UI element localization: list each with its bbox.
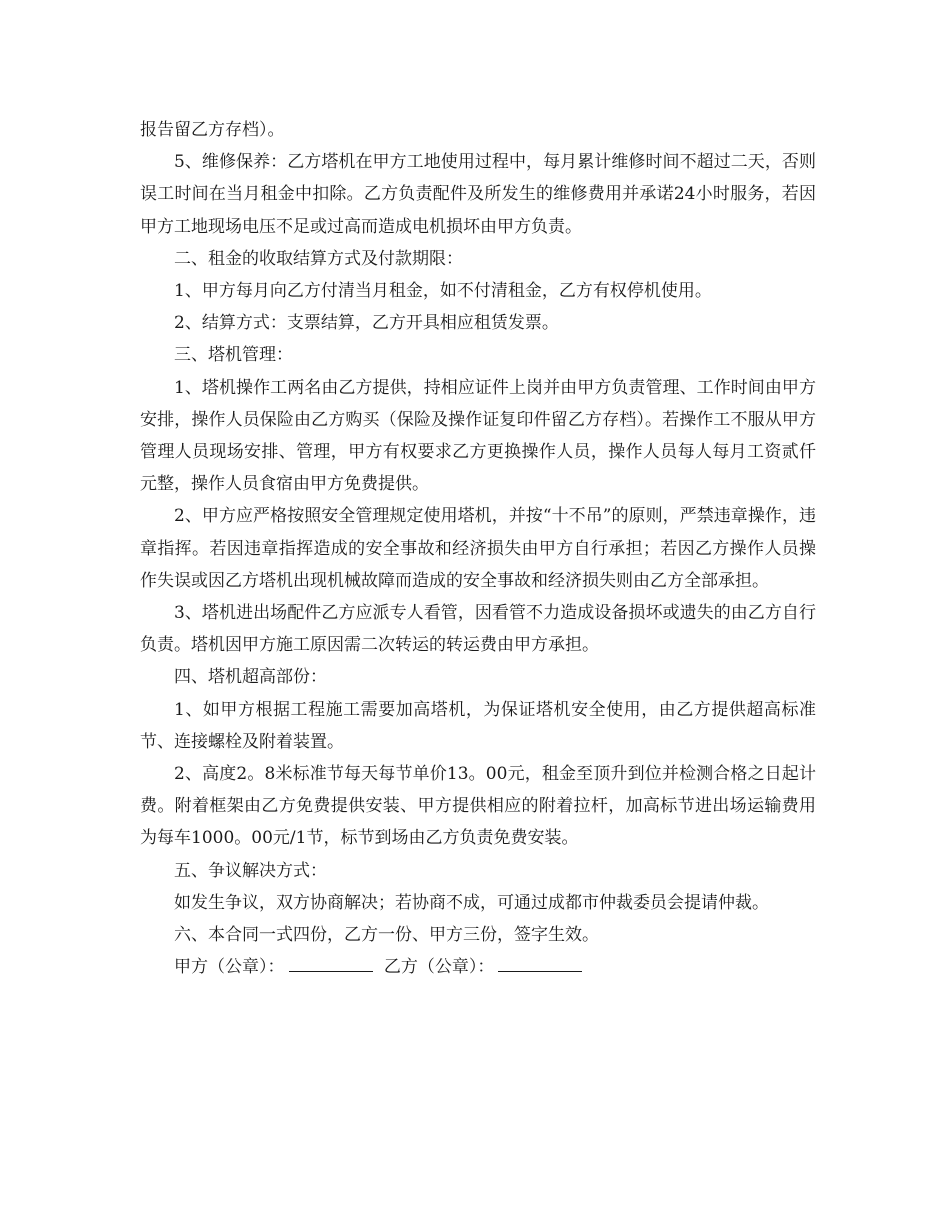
paragraph-rent-payment: 1、甲方每月向乙方付清当月租金，如不付清租金，乙方有权停机使用。 (174, 281, 712, 302)
section-heading-dispute: 五、争议解决方式： (174, 860, 327, 881)
paragraph-dispute: 如发生争议，双方协商解决；若协商不成，可通过成都市仲裁委员会提请仲裁。 (174, 892, 769, 913)
section-heading-height: 四、塔机超高部份： (174, 667, 327, 688)
party-a-seal-label: 甲方（公章）： (174, 957, 285, 978)
party-b-signature-blank[interactable] (498, 953, 582, 972)
signature-line (140, 951, 816, 983)
paragraph-settlement: 2、结算方式：支票结算，乙方开具相应租赁发票。 (174, 313, 559, 334)
party-b-seal-label: 乙方（公章）： (383, 957, 495, 978)
paragraph-copies: 六、本合同一式四份，乙方一份、甲方三份，签字生效。 (174, 925, 599, 946)
paragraph-safety: 2、甲方应严格按照安全管理规定使用塔机，并按“十不吊”的原则，严禁违章操作，违章指挥。若因违章指挥造成的安全事故和经济损失由甲方自行承担；若因乙方操作人员操作失误或因乙方塔机出现机械故障而造成的安全事故和经济损失则由乙方全部承担。 (140, 506, 816, 591)
paragraph-1: 报告留乙方存档）。 (140, 120, 285, 140)
party-a-signature-blank[interactable] (289, 953, 373, 972)
paragraph-maintenance: 5、维修保养：乙方塔机在甲方工地使用过程中，每月累计维修时间不超过二天，否则误工时间在当月租金中扣除。乙方负责配件及所发生的维修费用并承诺24小时服务，若因甲方工地现场电压不足或过高而造成电机损坏由甲方负责。 (140, 152, 816, 237)
paragraph-parts: 3、塔机进出场配件乙方应派专人看管，因看管不力造成设备损坏或遗失的由乙方自行负责。塔机因甲方施工原因需二次转运的转运费由甲方承担。 (140, 603, 816, 656)
paragraph-raise-crane: 1、如甲方根据工程施工需要加高塔机，为保证塔机安全使用，由乙方提供超高标准节、连接螺栓及附着装置。 (140, 699, 816, 752)
section-heading-management: 三、塔机管理： (174, 345, 293, 366)
paragraph-operators: 1、塔机操作工两名由乙方提供，持相应证件上岗并由甲方负责管理、工作时间由甲方安排，操作人员保险由乙方购买（保险及操作证复印件留乙方存档）。若操作工不服从甲方管理人员现场安排、管理，甲方有权要求乙方更换操作人员，操作人员每人每月工资贰仟元整，操作人员食宿由甲方免费提供。 (140, 377, 816, 495)
document-body (140, 114, 816, 983)
section-heading-rent: 二、租金的收取结算方式及付款期限： (174, 248, 463, 269)
paragraph-height-pricing: 2、高度2。8米标准节每天每节单价13。00元，租金至顶升到位并检测合格之日起计费。附着框架由乙方免费提供安装、甲方提供相应的附着拉杆，加高标节进出场运输费用为每车1000。00元/1节，标节到场由乙方负责免费安装。 (140, 764, 816, 849)
